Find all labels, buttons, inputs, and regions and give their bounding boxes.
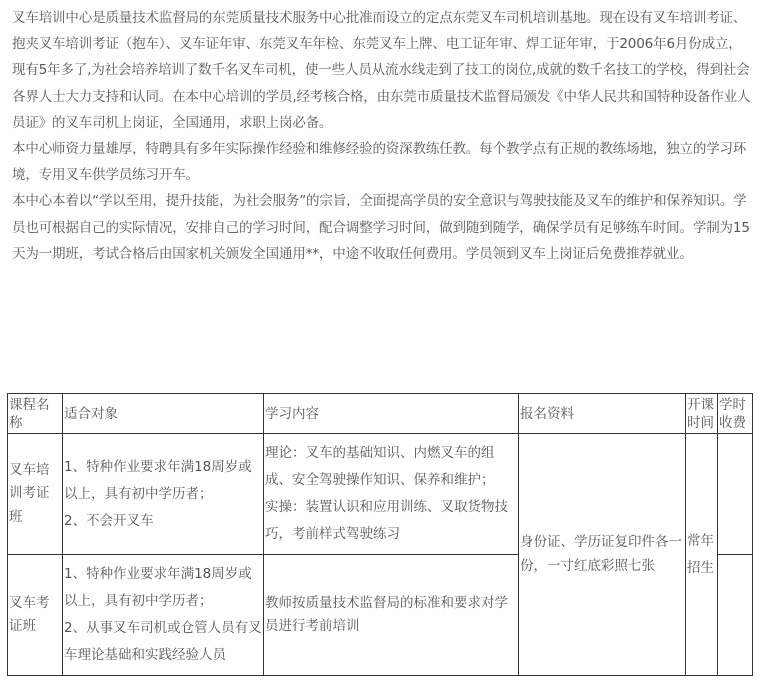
row1-content-1: 理论：叉车的基础知识、内燃叉车的组成、安全驾驶操作知识、保养和维护；	[265, 445, 495, 488]
intro-paragraph-3: 本中心本着以“学以至用，提升技能，为社会服务”的宗旨，全面提高学员的安全意识与驾驶技能及叉车的维护和保养知识。学员也可根据自己的实际情况，安排自己的学习时间，配合调整学习时间，做到随到随学，确保学员有足够练车时间。学制为15天为一期班，考试合格后由国家机关颁发全国通用**，中途不收取任何费用。学员领到叉车上岗证后免费推荐就业。	[12, 193, 750, 262]
course-table	[7, 393, 753, 676]
intro-text	[12, 5, 752, 267]
header-start: 开课时间	[686, 394, 718, 434]
row2-fee	[718, 555, 753, 676]
start-cell: 常年招生	[686, 434, 718, 676]
intro-paragraph-1: 叉车培训中心是质量技术监督局的东莞质量技术服务中心批准而设立的定点东莞叉车司机培训基地。现在设有叉车培训考证、抱夹叉车培训考证（抱车）、叉车证年审、东莞叉车年检、东莞叉车上牌、电工证年审、焊工证年审，于2006年6月份成立，现有5年多了,为社会培养培训了数千名叉车司机，使一些人员从流水线走到了技工的岗位,成就的数千名技工的学校，得到社会各界人士大力支持和认同。在本中心培训的学员,经考核合格，由东莞市质量技术监督局颁发《中华人民共和国特种设备作业人员证》的叉车司机上岗证，全国通用，求职上岗必备。	[12, 10, 751, 131]
row1-target	[63, 434, 264, 555]
header-fee: 学时收费	[718, 394, 753, 434]
header-course: 课程名称	[8, 394, 63, 434]
row1-target-1: 1、特种作业要求年满18周岁或以上，具有初中学历者；	[64, 458, 252, 502]
header-content: 学习内容	[264, 394, 519, 434]
row2-target-2: 2、从事叉车司机或仓管人员有叉车理论基础和实践经验人员	[64, 620, 262, 663]
header-target: 适合对象	[63, 394, 264, 434]
row1-target-2: 2、不会开叉车	[64, 512, 154, 529]
header-materials: 报名资料	[519, 394, 686, 434]
materials-cell: 身份证、学历证复印件各一份，一寸红底彩照七张	[519, 434, 686, 676]
row2-course: 叉车考证班	[8, 555, 63, 676]
row1-course: 叉车培训考证班	[8, 434, 63, 555]
row1-content	[264, 434, 519, 555]
row1-fee	[718, 434, 753, 555]
row2-content: 教师按质量技术监督局的标准和要求对学员进行考前培训	[264, 555, 519, 676]
row2-target	[63, 555, 264, 676]
table-header-row	[8, 394, 753, 434]
row1-content-2: 实操：装置认识和应用训练、叉取货物技巧，考前样式驾驶练习	[265, 499, 508, 542]
table-row	[8, 434, 753, 555]
intro-paragraph-2: 本中心师资力量雄厚，特聘具有多年实际操作经验和维修经验的资深教练任教。每个教学点有正规的教练场地，独立的学习环境，专用叉车供学员练习开车。	[12, 141, 747, 184]
row2-target-1: 1、特种作业要求年满18周岁或以上，具有初中学历者；	[64, 566, 252, 609]
